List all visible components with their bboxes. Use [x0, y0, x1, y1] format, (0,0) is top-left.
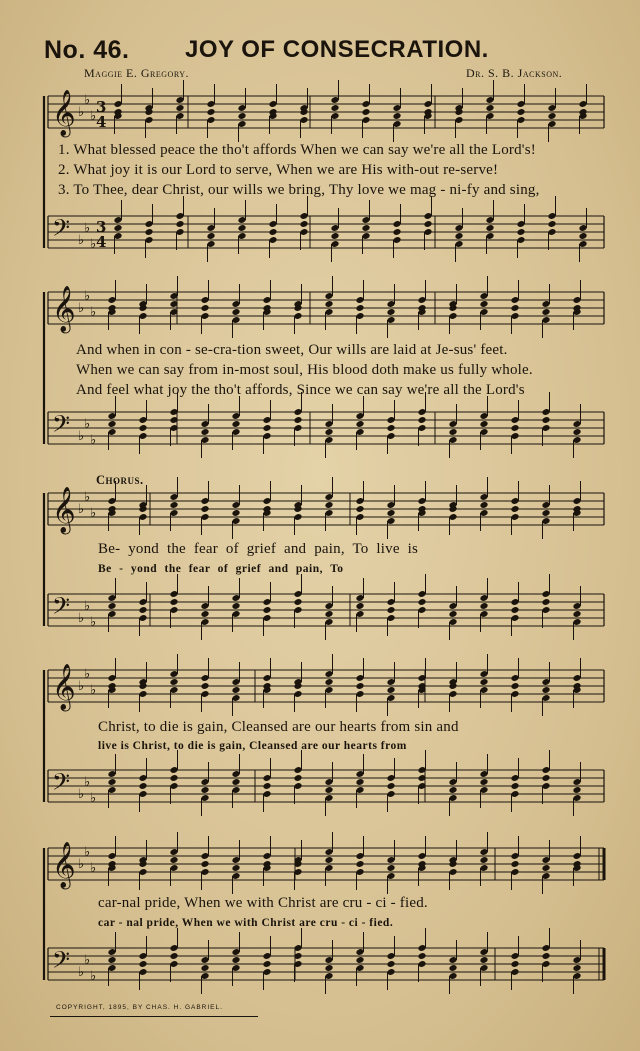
note-head-icon	[448, 964, 457, 972]
verse-line: And feel what joy the tho't affords, Since we can say we're all the Lord's	[76, 382, 525, 398]
flat-sign-icon: ♭	[78, 105, 85, 120]
flat-sign-icon: ♭	[90, 109, 97, 124]
chorus-bass-line: Be - yond the fear of grief and pain, To	[98, 563, 344, 575]
note-head-icon	[231, 308, 240, 316]
note-head-icon	[324, 300, 333, 308]
flat-sign-icon: ♭	[90, 305, 97, 320]
note-head-icon	[541, 598, 550, 606]
note-head-icon	[107, 602, 116, 610]
note-head-icon	[231, 420, 240, 428]
note-head-icon	[169, 952, 178, 960]
note-head-icon	[262, 960, 271, 968]
note-head-icon	[386, 782, 395, 790]
note-head-icon	[138, 960, 147, 968]
note-head-icon	[361, 224, 370, 232]
note-head-icon	[479, 778, 488, 786]
flat-sign-icon: ♭	[78, 502, 85, 517]
note-head-icon	[541, 774, 550, 782]
hymn-number: No. 46.	[44, 36, 130, 64]
note-head-icon	[206, 108, 215, 116]
flat-sign-icon: ♭	[90, 433, 97, 448]
note-head-icon	[237, 112, 246, 120]
treble-clef-icon: 𝄞	[52, 90, 76, 136]
note-head-icon	[231, 778, 240, 786]
chorus-bass-line: car - nal pride, When we with Christ are cru - ci - fied.	[98, 917, 394, 929]
note-head-icon	[510, 682, 519, 690]
flat-sign-icon: ♭	[84, 221, 91, 236]
note-head-icon	[200, 610, 209, 618]
bass-clef-icon: 𝄢	[52, 592, 71, 625]
note-head-icon	[386, 308, 395, 316]
flat-sign-icon: ♭	[84, 417, 91, 432]
note-head-icon	[268, 228, 277, 236]
bass-clef-icon: 𝄢	[52, 946, 71, 979]
verse-line: 3. To Thee, dear Christ, our wills we bring, Thy love we mag - ni-fy and sing,	[58, 182, 540, 198]
note-head-icon	[113, 224, 122, 232]
note-head-icon	[324, 964, 333, 972]
note-head-icon	[293, 598, 302, 606]
note-head-icon	[510, 304, 519, 312]
note-head-icon	[355, 956, 364, 964]
note-head-icon	[293, 774, 302, 782]
flat-sign-icon: ♭	[78, 429, 85, 444]
flat-sign-icon: ♭	[84, 775, 91, 790]
time-signature: 4	[96, 233, 107, 251]
note-head-icon	[547, 220, 556, 228]
note-head-icon	[169, 598, 178, 606]
note-head-icon	[324, 786, 333, 794]
composer-credit: Dr. S. B. Jackson.	[466, 66, 563, 80]
note-head-icon	[479, 602, 488, 610]
note-head-icon	[417, 598, 426, 606]
note-head-icon	[299, 220, 308, 228]
note-head-icon	[386, 606, 395, 614]
note-head-icon	[386, 686, 395, 694]
note-head-icon	[324, 856, 333, 864]
note-head-icon	[510, 860, 519, 868]
flat-sign-icon: ♭	[78, 857, 85, 872]
note-head-icon	[175, 220, 184, 228]
flat-sign-icon: ♭	[84, 599, 91, 614]
note-head-icon	[231, 956, 240, 964]
note-head-icon	[386, 424, 395, 432]
note-head-icon	[144, 228, 153, 236]
note-head-icon	[386, 509, 395, 517]
note-head-icon	[107, 420, 116, 428]
verse-line: And when in con - se-cra-tion sweet, Our wills are laid at Je-sus' feet.	[76, 342, 508, 358]
note-head-icon	[200, 505, 209, 513]
flat-sign-icon: ♭	[84, 667, 91, 682]
flat-sign-icon: ♭	[78, 301, 85, 316]
note-head-icon	[448, 786, 457, 794]
note-head-icon	[200, 428, 209, 436]
flat-sign-icon: ♭	[78, 787, 85, 802]
note-head-icon	[200, 786, 209, 794]
note-head-icon	[485, 104, 494, 112]
verse-line: 2. What joy it is our Lord to serve, When we are His with-out re-serve!	[58, 162, 499, 178]
note-head-icon	[541, 952, 550, 960]
note-head-icon	[231, 509, 240, 517]
bass-clef-icon: 𝄢	[52, 214, 71, 247]
flat-sign-icon: ♭	[84, 93, 91, 108]
note-head-icon	[479, 501, 488, 509]
note-head-icon	[541, 864, 550, 872]
verse-line: 1. What blessed peace the tho't affords When we can say we're all the Lord's!	[58, 142, 536, 158]
note-head-icon	[361, 108, 370, 116]
note-head-icon	[324, 678, 333, 686]
note-head-icon	[138, 424, 147, 432]
chorus-soprano-line: car-nal pride, When we with Christ are cru - ci - fied.	[98, 895, 428, 911]
bass-clef-icon: 𝄢	[52, 768, 71, 801]
note-head-icon	[510, 960, 519, 968]
note-head-icon	[169, 501, 178, 509]
note-head-icon	[200, 964, 209, 972]
note-head-icon	[262, 424, 271, 432]
note-head-icon	[206, 232, 215, 240]
note-head-icon	[541, 686, 550, 694]
note-head-icon	[355, 860, 364, 868]
note-head-icon	[355, 304, 364, 312]
note-head-icon	[572, 964, 581, 972]
note-head-icon	[386, 960, 395, 968]
flat-sign-icon: ♭	[90, 791, 97, 806]
note-head-icon	[138, 606, 147, 614]
note-head-icon	[510, 505, 519, 513]
time-signature: 3	[96, 218, 107, 236]
flat-sign-icon: ♭	[90, 969, 97, 984]
note-head-icon	[231, 602, 240, 610]
copyright-rule	[50, 1016, 258, 1017]
note-head-icon	[392, 228, 401, 236]
note-head-icon	[479, 300, 488, 308]
note-head-icon	[355, 682, 364, 690]
note-head-icon	[516, 228, 525, 236]
note-head-icon	[578, 232, 587, 240]
lyricist-credit: Maggie E. Gregory.	[84, 66, 189, 80]
note-head-icon	[200, 304, 209, 312]
note-head-icon	[355, 778, 364, 786]
note-head-icon	[547, 112, 556, 120]
note-head-icon	[448, 610, 457, 618]
note-head-icon	[454, 232, 463, 240]
note-head-icon	[107, 778, 116, 786]
note-head-icon	[572, 786, 581, 794]
note-head-icon	[541, 416, 550, 424]
note-head-icon	[479, 420, 488, 428]
flat-sign-icon: ♭	[90, 237, 97, 252]
note-head-icon	[516, 108, 525, 116]
note-head-icon	[293, 416, 302, 424]
hymn-title: JOY OF CONSECRATION.	[185, 36, 489, 63]
note-head-icon	[572, 428, 581, 436]
note-head-icon	[262, 782, 271, 790]
treble-clef-icon: 𝄞	[52, 842, 76, 888]
chorus-bass-line: live is Christ, to die is gain, Cleansed are our hearts from	[98, 740, 407, 752]
flat-sign-icon: ♭	[90, 506, 97, 521]
time-signature: 4	[96, 113, 107, 131]
note-head-icon	[417, 952, 426, 960]
note-head-icon	[392, 112, 401, 120]
chorus-soprano-line: Christ, to die is gain, Cleansed are our hearts from sin and	[98, 719, 459, 735]
note-head-icon	[200, 860, 209, 868]
flat-sign-icon: ♭	[78, 233, 85, 248]
flat-sign-icon: ♭	[84, 490, 91, 505]
note-head-icon	[330, 104, 339, 112]
note-head-icon	[510, 424, 519, 432]
note-head-icon	[169, 774, 178, 782]
note-head-icon	[510, 606, 519, 614]
note-head-icon	[479, 956, 488, 964]
flat-sign-icon: ♭	[90, 861, 97, 876]
note-head-icon	[169, 678, 178, 686]
note-head-icon	[200, 682, 209, 690]
note-head-icon	[324, 610, 333, 618]
flat-sign-icon: ♭	[78, 965, 85, 980]
bass-clef-icon: 𝄢	[52, 410, 71, 443]
treble-clef-icon: 𝄞	[52, 487, 76, 533]
note-head-icon	[231, 864, 240, 872]
note-head-icon	[479, 678, 488, 686]
flat-sign-icon: ♭	[78, 679, 85, 694]
chorus-label: Chorus.	[96, 473, 144, 487]
note-head-icon	[485, 224, 494, 232]
verse-line: When we can say from in-most soul, His blood doth make us fully whole.	[76, 362, 533, 378]
chorus-soprano-line: Be- yond the fear of grief and pain, To live is	[98, 541, 419, 557]
note-head-icon	[479, 856, 488, 864]
note-head-icon	[541, 308, 550, 316]
note-head-icon	[355, 420, 364, 428]
note-head-icon	[237, 224, 246, 232]
flat-sign-icon: ♭	[84, 845, 91, 860]
note-head-icon	[423, 220, 432, 228]
note-head-icon	[330, 232, 339, 240]
treble-clef-icon: 𝄞	[52, 286, 76, 332]
note-head-icon	[355, 505, 364, 513]
copyright-notice: COPYRIGHT, 1895, BY CHAS. H. GABRIEL.	[56, 1004, 223, 1011]
note-head-icon	[231, 686, 240, 694]
note-head-icon	[138, 782, 147, 790]
note-head-icon	[107, 956, 116, 964]
flat-sign-icon: ♭	[90, 683, 97, 698]
note-head-icon	[448, 428, 457, 436]
note-head-icon	[386, 864, 395, 872]
note-head-icon	[510, 782, 519, 790]
treble-clef-icon: 𝄞	[52, 664, 76, 710]
note-head-icon	[175, 104, 184, 112]
note-head-icon	[169, 856, 178, 864]
flat-sign-icon: ♭	[90, 615, 97, 630]
note-head-icon	[355, 602, 364, 610]
note-head-icon	[324, 501, 333, 509]
note-head-icon	[324, 428, 333, 436]
note-head-icon	[541, 509, 550, 517]
note-head-icon	[262, 606, 271, 614]
time-signature: 3	[96, 98, 107, 116]
note-head-icon	[572, 610, 581, 618]
flat-sign-icon: ♭	[84, 289, 91, 304]
flat-sign-icon: ♭	[84, 953, 91, 968]
note-head-icon	[417, 416, 426, 424]
flat-sign-icon: ♭	[78, 611, 85, 626]
